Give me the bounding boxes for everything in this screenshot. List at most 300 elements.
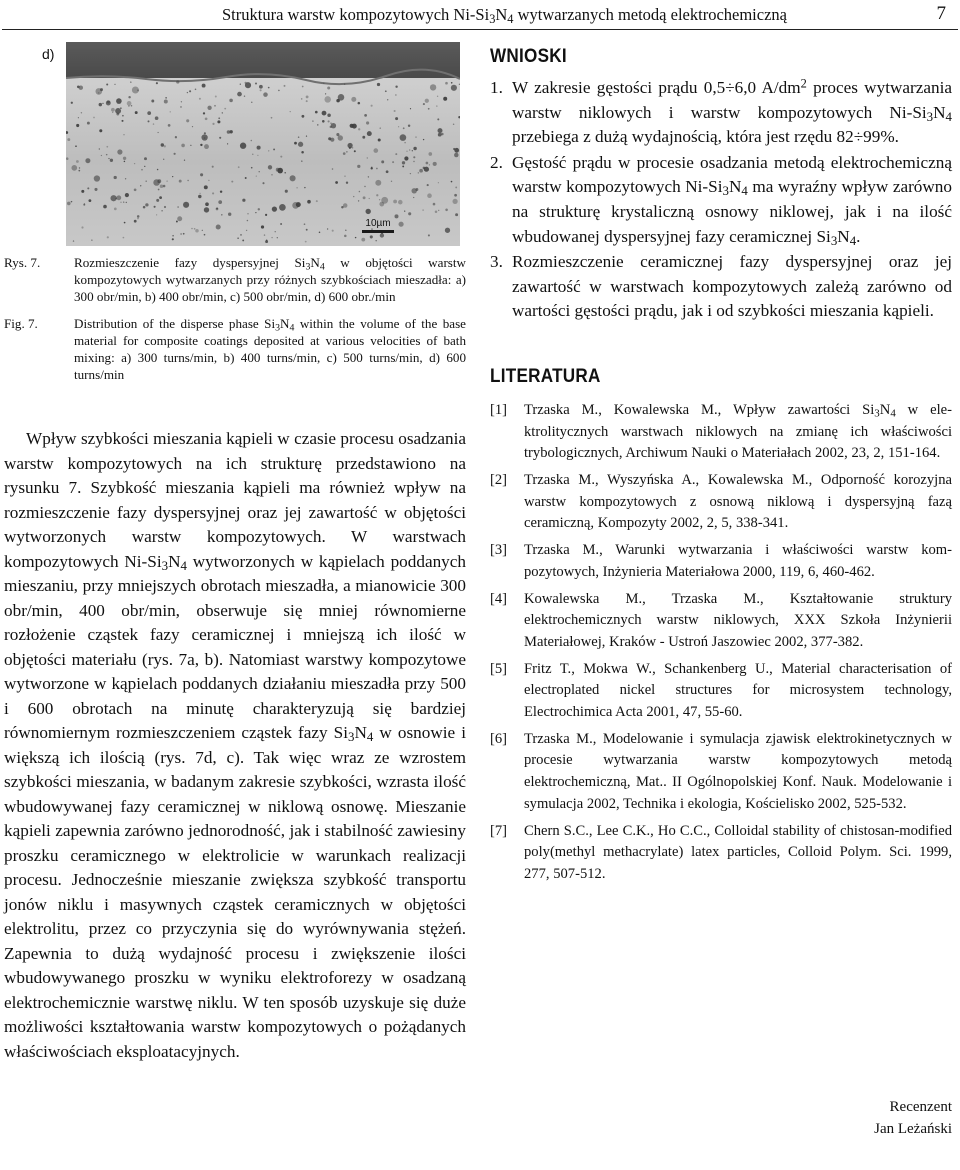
particle-speck: [117, 149, 122, 154]
particle-speck: [157, 169, 159, 171]
particle-speck: [181, 144, 185, 148]
particle-speck: [438, 210, 439, 211]
particle-speck: [164, 145, 166, 147]
particle-speck: [202, 230, 203, 231]
conclusion-item: 1. W zakresie gęstości prądu 0,5÷6,0 $A/dm^2$ proces wytwarzania warstw niklowych i warstw kompozytowych $Ni-Si_3N_4$ przebiega z dużą wydajnością, która jest rzędu 82÷99%.: [490, 76, 952, 147]
particle-speck: [433, 162, 437, 166]
particle-speck: [395, 85, 397, 87]
particle-speck: [453, 148, 455, 150]
particle-speck: [369, 198, 370, 199]
reference-item: [5] Fritz T., Mokwa W., Schankenberg U., Material characterisation of electroplated nickel structures for microsystem technology, Electrochimica Acta 2001, 47, 55-60.: [490, 660, 952, 721]
particle-speck: [134, 220, 137, 223]
particle-speck: [454, 153, 458, 157]
particle-speck: [454, 194, 457, 197]
particle-speck: [124, 161, 126, 163]
particle-speck: [164, 206, 166, 208]
particle-speck: [199, 98, 201, 100]
particle-speck: [393, 200, 397, 204]
particle-speck: [353, 196, 354, 197]
particle-speck: [423, 139, 424, 140]
particle-speck: [413, 147, 416, 150]
particle-speck: [172, 238, 174, 240]
particle-speck: [284, 172, 286, 174]
particle-speck: [186, 119, 189, 122]
particle-speck: [260, 89, 262, 91]
particle-speck: [367, 157, 368, 158]
particle-speck: [302, 86, 304, 88]
particle-speck: [399, 222, 404, 227]
particle-speck: [179, 180, 182, 183]
particle-speck: [418, 172, 419, 173]
particle-speck: [128, 96, 130, 98]
particle-speck: [145, 203, 148, 206]
particle-speck: [349, 147, 351, 149]
particle-speck: [423, 103, 425, 105]
particle-speck: [216, 208, 219, 211]
particle-speck: [237, 237, 238, 238]
particle-speck: [176, 80, 179, 83]
particle-speck: [413, 156, 415, 158]
particle-speck: [264, 234, 265, 235]
particle-speck: [177, 216, 182, 221]
particle-speck: [192, 126, 193, 127]
particle-speck: [280, 223, 282, 225]
particle-speck: [428, 108, 430, 110]
particle-speck: [451, 181, 453, 183]
particle-speck: [154, 206, 156, 208]
particle-speck: [125, 193, 129, 197]
particle-speck: [332, 230, 334, 232]
particle-speck: [67, 202, 71, 206]
reference-item: [6] Trzaska M., Modelowanie i symulacja zjawisk elektrokinetycznych w procesie wytwarzania warstw kompozytowych metodą elektrochemiczną, Mat.. II Ogólnopolskiej Konf. Nauk. Modelowanie i symulacja 2002, Technika i ekologia, Kościelisko 2002, 525-532.: [490, 730, 952, 812]
particle-speck: [453, 124, 455, 126]
particle-speck: [306, 135, 307, 136]
particle-speck: [366, 121, 369, 124]
particle-speck: [108, 158, 109, 159]
particle-speck: [137, 217, 139, 219]
particle-speck: [451, 85, 457, 91]
particle-speck: [224, 108, 226, 110]
particle-speck: [116, 195, 121, 200]
particle-speck: [391, 181, 392, 182]
particle-speck: [428, 234, 430, 236]
reviewer-block: [874, 1096, 952, 1140]
particle-speck: [335, 181, 338, 184]
particle-speck: [284, 85, 286, 87]
particle-speck: [78, 117, 79, 118]
particle-speck: [87, 122, 90, 125]
particle-speck: [343, 152, 346, 155]
particle-speck: [400, 134, 407, 141]
particle-speck: [78, 170, 80, 172]
particle-speck: [91, 239, 92, 240]
particle-speck: [406, 151, 407, 152]
particle-speck: [312, 120, 314, 122]
particle-speck: [194, 228, 196, 230]
particle-speck: [381, 160, 384, 163]
particle-speck: [268, 87, 270, 89]
particle-speck: [114, 176, 117, 179]
particle-speck: [200, 173, 203, 176]
particle-speck: [85, 158, 90, 163]
particle-speck: [443, 97, 447, 101]
particle-speck: [227, 143, 228, 144]
reference-item: [2] Trzaska M., Wyszyńska A., Kowalewska M., Odporność korozyjna warstw kompozytowych z osnową niklową i dyspersyjną fazą ceramiczną, Kompozyty 2002, 2, 5, 338-341.: [490, 472, 952, 532]
particle-speck: [380, 233, 384, 237]
particle-speck: [404, 210, 405, 211]
particle-speck: [212, 123, 214, 125]
particle-speck: [177, 206, 179, 208]
particle-speck: [336, 133, 339, 136]
particle-speck: [94, 175, 100, 181]
particle-speck: [301, 151, 304, 154]
body-paragraph: Wpływ szybkości mieszania kąpieli w czasie procesu osadzania warstw kompozytowych na ich strukturę przedstawiono na rysunku 7. Szybkość mieszania kąpieli ma również wpływ na rozmieszczenie fazy dyspersyjnej oraz jej zawartość w objętości wytworzonych warstw kompozytowych. W warstwach kompozytowych $Ni-Si_3N_4$ wytworzonych w kąpielach poddanych mieszaniu, przy mniejszych obrotach mieszadła, a mianowicie 300 obr/min, 400 obr/min, obserwuje się mniej równomierne rozłożenie cząstek fazy ceramicznej i mniejszą ich ilość w objętości materiału (rys. 7a, b). Natomiast warstwy kompozytowe wytworzone w kąpielach poddanych działaniu mieszadła przy 500 i 600 obrotach na minutę charakteryzują się bardziej równomiernym rozmieszczeniem cząstek fazy $Si_3N_4$ w osnowie i większą ich ilością (rys. 7d, c). Tak więc wraz ze wzrostem szybkości mieszania, w badanym zakresie szybkości, wzrasta ilość wbudowywanej fazy ceramicznej w niklową osnowę. Mieszanie kąpieli zapewnia zarówno jednorodność, jak i stabilność zawiesiny proszku ceramicznego w elektrolicie w warunkach realizacji procesu. Jednocześnie mieszanie zwiększa szybkość transportu jonów niklu i masywnych cząstek ceramicznych w objętości elektrolitu, przez co przyczynia się do wyrównywania stężeń. Zapewnia to dużą wydajność procesu i zwiększenie ilości wbudowywanego proszku w wyniku elektroforezy w osadzaną elektrochemicznie warstwę niklu. W ten sposób uzyskuje się duże możliwości kształtowania warstw kompozytowych o pożądanych właściwościach eksploatacyjnych.: [4, 429, 466, 1061]
particle-speck: [262, 182, 264, 184]
particle-speck: [112, 112, 113, 113]
particle-speck: [358, 128, 360, 130]
particle-speck: [322, 120, 325, 123]
particle-speck: [377, 83, 380, 86]
conclusion-item: 2. Gęstość prądu w procesie osadzania metodą elektrochemiczną warstw kompozytowych $Ni-Si_3N_4$ ma wyraźny wpływ zarówno na strukturę krystaliczną osnowy niklowej, jak i na ilość wbudowanej dyspersyjnej fazy ceramicznej $Si_3N_4$.: [490, 152, 952, 248]
particle-speck: [116, 98, 122, 104]
particle-speck: [144, 157, 147, 160]
particle-speck: [375, 180, 381, 186]
particle-speck: [408, 212, 411, 215]
particle-speck: [398, 200, 403, 205]
particle-speck: [195, 229, 199, 233]
particle-speck: [438, 133, 442, 137]
particle-speck: [205, 117, 208, 120]
particle-speck: [103, 205, 107, 209]
particle-speck: [404, 156, 408, 160]
particle-speck: [231, 181, 233, 183]
particle-speck: [426, 162, 429, 165]
particle-speck: [296, 187, 298, 189]
particle-speck: [306, 95, 309, 98]
particle-speck: [330, 122, 332, 124]
particle-speck: [160, 184, 164, 188]
particle-speck: [218, 117, 220, 119]
particle-speck: [317, 124, 318, 125]
particle-speck: [183, 202, 189, 208]
particle-speck: [122, 115, 124, 117]
particle-speck: [205, 202, 209, 206]
particle-speck: [395, 214, 399, 218]
particle-speck: [411, 188, 416, 193]
particle-speck: [242, 199, 245, 202]
particle-speck: [172, 176, 173, 177]
particle-speck: [357, 165, 360, 168]
particle-speck: [125, 178, 126, 179]
particle-speck: [422, 209, 423, 210]
particle-speck: [366, 209, 371, 214]
particle-speck: [81, 190, 84, 193]
particle-speck: [156, 199, 159, 202]
particle-speck: [124, 222, 126, 224]
particle-speck: [242, 239, 244, 241]
particle-speck: [161, 210, 163, 212]
running-title: Struktura warstw kompozytowych $Ni-Si_3N_4$ wytwarzanych metodą elektrochemiczną: [222, 5, 787, 27]
particle-speck: [265, 240, 268, 243]
particle-speck: [214, 105, 216, 107]
particle-speck: [438, 182, 439, 183]
particle-speck: [120, 202, 121, 203]
particle-speck: [258, 208, 260, 210]
particle-speck: [290, 111, 291, 112]
particle-speck: [277, 237, 278, 238]
particle-speck: [76, 160, 79, 163]
particle-speck: [301, 160, 303, 162]
particle-speck: [135, 111, 138, 114]
particle-speck: [114, 84, 115, 85]
particle-speck: [218, 200, 222, 204]
reference-item: [7] Chern S.C., Lee C.K., Ho C.C., Colloidal stability of chistosan-modified poly(methyl methacrylate) latex particles, Colloid Polym. Sci. 1999, 277, 507-512.: [490, 822, 952, 882]
particle-speck: [413, 197, 414, 198]
particle-speck: [445, 228, 450, 233]
particle-speck: [272, 206, 277, 211]
particle-speck: [204, 234, 206, 236]
particle-speck: [435, 210, 438, 213]
particle-speck: [395, 153, 397, 155]
particle-speck: [99, 103, 102, 106]
particle-speck: [204, 144, 209, 149]
particle-speck: [126, 202, 127, 203]
particle-speck: [386, 170, 389, 173]
conclusions-list: [490, 76, 952, 324]
particle-speck: [298, 142, 303, 147]
particle-speck: [79, 167, 80, 168]
particle-speck: [403, 127, 405, 129]
particle-speck: [380, 128, 381, 129]
particle-speck: [412, 150, 413, 151]
particle-speck: [174, 153, 176, 155]
particle-speck: [144, 166, 145, 167]
particle-speck: [180, 106, 181, 107]
particle-speck: [385, 90, 387, 92]
particle-speck: [230, 130, 233, 133]
particle-speck: [200, 144, 202, 146]
particle-speck: [279, 204, 286, 211]
particle-speck: [168, 124, 171, 127]
particle-speck: [204, 207, 209, 212]
particle-speck: [237, 92, 242, 97]
particle-speck: [106, 146, 108, 148]
particle-speck: [81, 112, 82, 113]
particle-speck: [128, 105, 130, 107]
particle-speck: [438, 128, 443, 133]
particle-speck: [301, 98, 303, 100]
particle-speck: [94, 188, 97, 191]
particle-speck: [84, 203, 85, 204]
particle-speck: [165, 97, 166, 98]
particle-speck: [378, 138, 381, 141]
particle-speck: [204, 185, 208, 189]
particle-speck: [280, 156, 282, 158]
particle-speck: [423, 167, 426, 170]
reference-item: [4] Kowalewska M., Trzaska M., Kształtowanie struktury elektrochemicznych warstw niklowych, XXX Szkoła Inżynierii Materiałowej, Kraków - Ustroń Jaszowiec 2002, 377-382.: [490, 590, 952, 650]
particle-speck: [305, 241, 307, 243]
page-number: 7: [936, 3, 946, 24]
particle-speck: [301, 115, 304, 118]
particle-speck: [445, 82, 448, 85]
particle-speck: [363, 196, 366, 199]
particle-speck: [315, 111, 318, 114]
particle-speck: [376, 168, 378, 170]
particle-speck: [251, 102, 252, 103]
particle-speck: [265, 214, 267, 216]
particle-speck: [114, 208, 117, 211]
particle-speck: [145, 180, 146, 181]
particle-speck: [240, 234, 242, 236]
particle-speck: [221, 214, 223, 216]
particle-speck: [217, 120, 220, 123]
caption-polish: Rys. 7. Rozmieszczenie fazy dyspersyjnej $Si_3N_4$ w objętości warstw kompozytowych wytwarzanych przy różnych szybkościach mieszadła: a) 300 obr/min, b) 400 obr/min, c) 500 obr/min, d) 600 obr./min: [4, 255, 466, 304]
particle-speck: [319, 232, 321, 234]
particle-speck: [166, 180, 167, 181]
particle-speck: [189, 90, 191, 92]
particle-speck: [346, 151, 347, 152]
particle-speck: [451, 82, 453, 84]
particle-speck: [271, 117, 273, 119]
particle-speck: [116, 113, 119, 116]
particle-speck: [259, 171, 260, 172]
particle-speck: [324, 96, 331, 103]
particle-speck: [159, 196, 162, 199]
particle-speck: [251, 140, 253, 142]
particle-speck: [436, 105, 438, 107]
particle-speck: [290, 175, 296, 181]
particle-speck: [256, 175, 257, 176]
particle-speck: [130, 81, 132, 83]
particle-speck: [259, 85, 263, 89]
particle-speck: [134, 163, 135, 164]
particle-speck: [238, 166, 240, 168]
particle-speck: [430, 84, 436, 90]
particle-speck: [344, 84, 345, 85]
particle-speck: [379, 199, 380, 200]
particle-speck: [73, 240, 74, 241]
particle-speck: [102, 103, 103, 104]
particle-speck: [180, 233, 182, 235]
particle-speck: [294, 142, 297, 145]
particle-speck: [358, 102, 361, 105]
particle-speck: [222, 112, 223, 113]
particle-speck: [107, 100, 110, 103]
particle-speck: [410, 173, 411, 174]
particle-speck: [351, 97, 356, 102]
reviewer-name: Jan Leżański: [874, 1121, 952, 1137]
particle-speck: [247, 220, 249, 222]
particle-speck: [376, 194, 378, 196]
particle-speck: [216, 224, 221, 229]
particle-speck: [343, 203, 347, 207]
particle-speck: [429, 164, 430, 165]
particle-speck: [427, 184, 429, 186]
particle-speck: [204, 132, 206, 134]
particle-speck: [257, 155, 258, 156]
particle-speck: [123, 157, 126, 160]
particle-speck: [419, 169, 423, 173]
particle-speck: [110, 195, 116, 201]
right-column: [490, 36, 952, 891]
particle-speck: [147, 111, 151, 115]
particle-speck: [437, 96, 438, 97]
particle-speck: [123, 237, 125, 239]
particle-speck: [338, 135, 343, 140]
particle-speck: [387, 99, 388, 100]
particle-speck: [268, 165, 272, 169]
particle-speck: [151, 100, 154, 103]
particle-speck: [251, 167, 253, 169]
particle-speck: [362, 136, 365, 139]
particle-speck: [219, 137, 221, 139]
particle-speck: [381, 197, 388, 204]
particle-speck: [268, 150, 269, 151]
particle-speck: [229, 99, 233, 103]
particle-speck: [371, 167, 373, 169]
particle-speck: [459, 84, 460, 85]
particle-speck: [95, 88, 102, 95]
particle-speck: [255, 82, 257, 84]
particle-speck: [71, 102, 73, 104]
left-column: [4, 36, 466, 1081]
particle-speck: [344, 176, 345, 177]
particle-speck: [427, 193, 432, 198]
particle-speck: [245, 177, 247, 179]
particle-speck: [368, 176, 369, 177]
particle-speck: [273, 148, 275, 150]
particle-speck: [157, 179, 161, 183]
particle-speck: [137, 89, 139, 91]
particle-speck: [428, 152, 432, 156]
micrograph-image: [66, 42, 460, 246]
particle-speck: [359, 191, 361, 193]
particle-speck: [71, 201, 73, 203]
particle-speck: [195, 89, 197, 91]
particle-speck: [298, 136, 300, 138]
particle-speck: [322, 111, 327, 116]
particle-speck: [327, 228, 328, 229]
particle-speck: [99, 129, 102, 132]
particle-speck: [415, 136, 417, 138]
particle-speck: [304, 187, 305, 188]
particle-speck: [425, 99, 429, 103]
scale-bar-label: 10µm: [365, 218, 391, 229]
particle-speck: [143, 206, 146, 209]
panel-label: d): [42, 46, 55, 62]
particle-speck: [158, 189, 160, 191]
particle-speck: [395, 117, 398, 120]
particle-speck: [252, 154, 253, 155]
particle-speck: [99, 148, 100, 149]
particle-speck: [409, 149, 410, 150]
particle-speck: [203, 112, 205, 114]
particle-speck: [71, 165, 77, 171]
particle-speck: [88, 199, 91, 202]
particle-speck: [190, 145, 191, 146]
particle-speck: [345, 229, 347, 231]
particle-speck: [278, 90, 280, 92]
particle-speck: [191, 228, 193, 230]
particle-speck: [327, 86, 330, 89]
literature-heading: LITERATURA: [490, 365, 601, 387]
particle-speck: [161, 143, 164, 146]
particle-speck: [375, 240, 377, 242]
particle-speck: [244, 95, 245, 96]
particle-speck: [323, 83, 324, 84]
particle-speck: [398, 126, 399, 127]
particle-speck: [75, 145, 77, 147]
